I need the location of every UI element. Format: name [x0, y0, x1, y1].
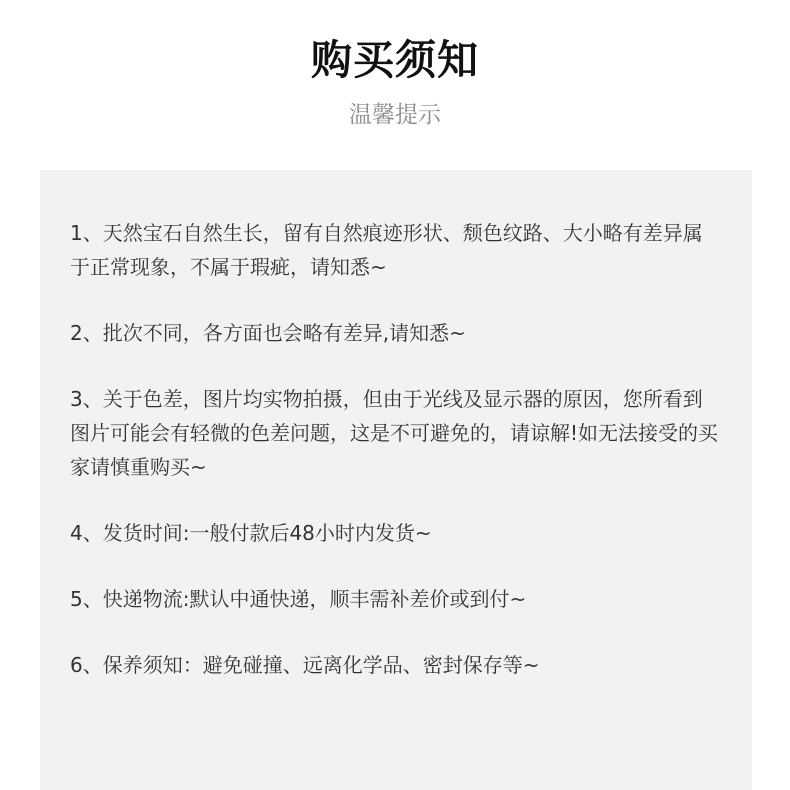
notice-item-care: 6、保养须知：避免碰撞、远离化学品、密封保存等~ — [70, 653, 540, 677]
notice-item-batch-difference: 2、批次不同，各方面也会略有差异,请知悉~ — [70, 321, 466, 345]
page-title: 购买须知 — [311, 36, 479, 84]
notice-item-color-difference: 3、关于色差，图片均实物拍摄，但由于光线及显示器的原因，您所看到图片可能会有轻微的色差问题，这是不可避免的，请谅解!如无法接受的买家请慎重购买~ — [70, 387, 719, 479]
notice-item-shipping-time: 4、发货时间:一般付款后48小时内发货~ — [70, 521, 432, 545]
notice-item-gem-variation: 1、天然宝石自然生长，留有自然痕迹形状、颓色纹路、大小略有差异属于正常现象，不属于瑕疵，请知悉~ — [70, 221, 703, 279]
notice-panel — [40, 170, 752, 790]
notice-item-courier: 5、快递物流:默认中通快递，顺丰需补差价或到付~ — [70, 587, 527, 611]
notice-list — [70, 216, 722, 682]
page-subtitle: 温馨提示 — [349, 102, 441, 128]
